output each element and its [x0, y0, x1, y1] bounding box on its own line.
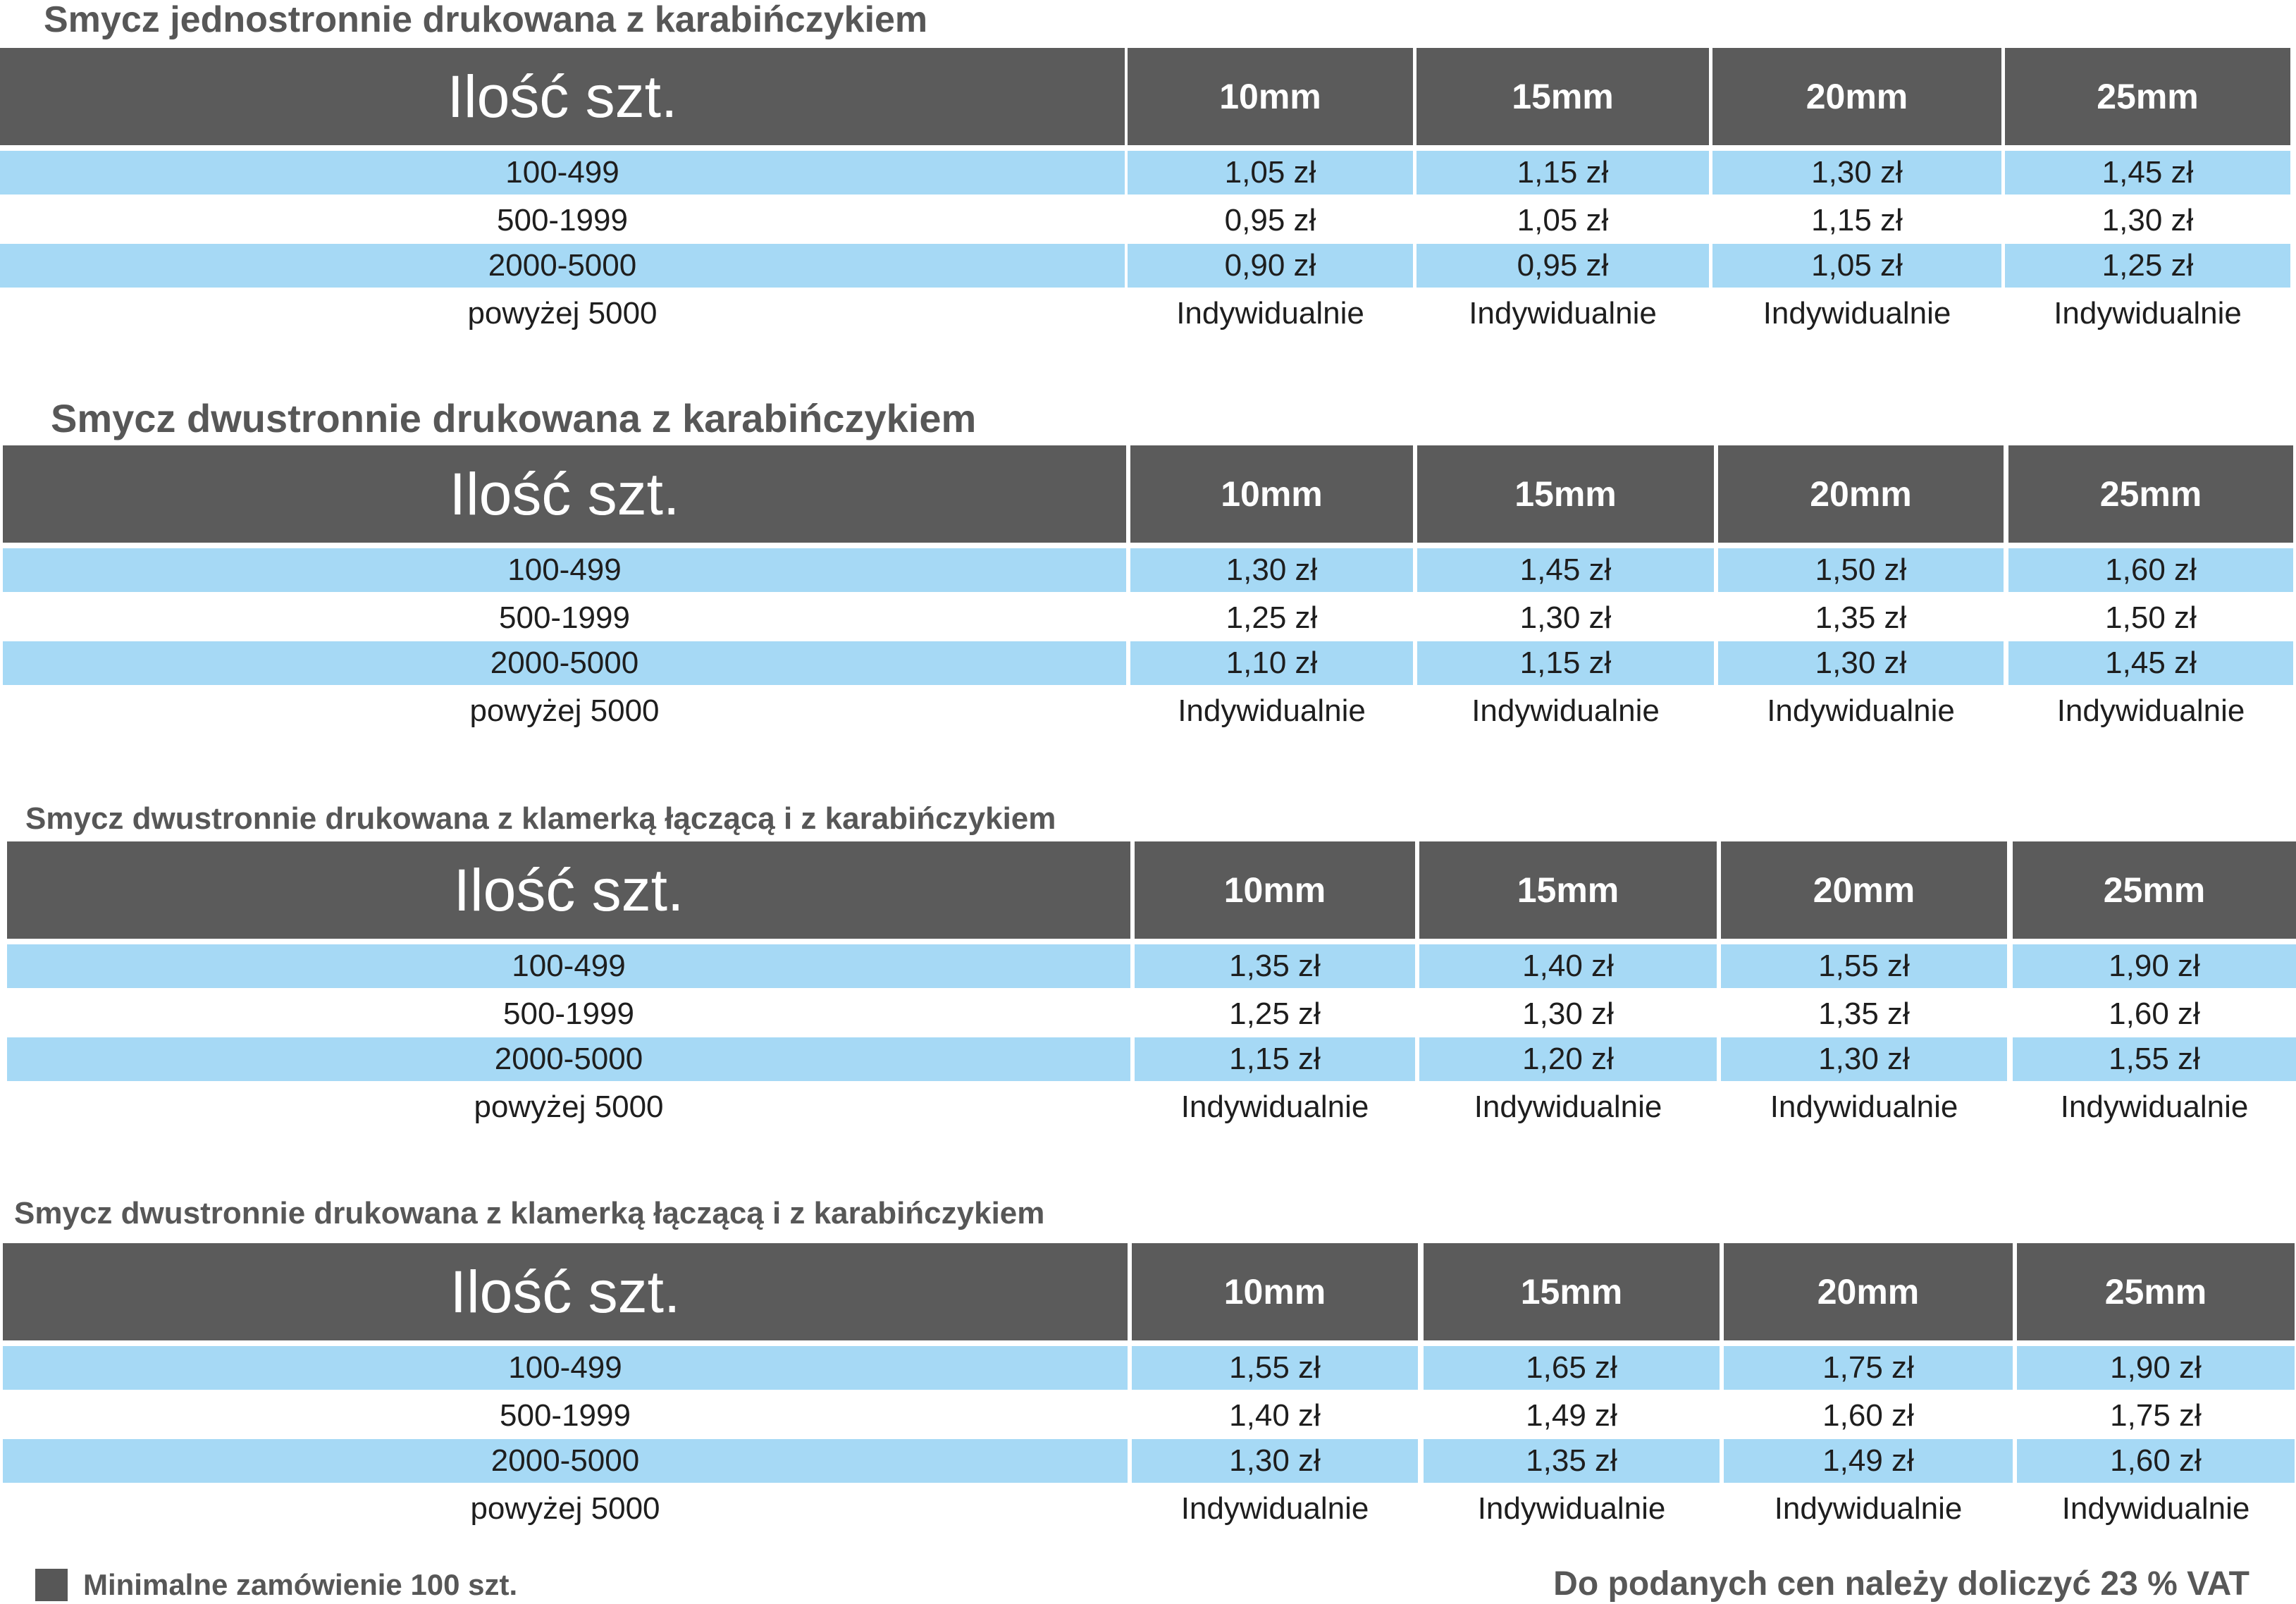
- qty-range-cell: powyżej 5000: [470, 1491, 660, 1526]
- price-cell-20mm: 1,30 zł: [1712, 151, 2001, 195]
- price-cell-20mm: 1,05 zł: [1712, 244, 2001, 288]
- price-cell-15mm: 1,15 zł: [1417, 641, 1714, 685]
- size-column-header-10mm: 10mm: [1132, 1243, 1418, 1340]
- price-cell-25mm: 1,45 zł: [2005, 151, 2290, 195]
- price-cell-10mm: Indywidualnie: [1180, 1491, 1369, 1526]
- qty-range-cell: powyżej 5000: [467, 296, 658, 331]
- price-cell-25mm: 1,30 zł: [2101, 203, 2194, 237]
- qty-range-cell: powyżej 5000: [474, 1090, 664, 1124]
- price-cell-10mm: 1,25 zł: [1229, 997, 1321, 1031]
- price-cell-10mm: 0,90 zł: [1128, 244, 1413, 288]
- price-cell-10mm: 0,95 zł: [1224, 203, 1316, 237]
- price-cell-15mm: 1,40 zł: [1419, 944, 1717, 988]
- price-cell-10mm: 1,05 zł: [1128, 151, 1413, 195]
- qty-range-cell: 100-499: [3, 548, 1126, 592]
- qty-range-cell: 2000-5000: [0, 244, 1125, 288]
- price-cell-20mm: Indywidualnie: [1763, 296, 1951, 331]
- price-cell-10mm: Indywidualnie: [1180, 1090, 1369, 1124]
- price-cell-20mm: Indywidualnie: [1770, 1090, 1958, 1124]
- price-cell-10mm: Indywidualnie: [1176, 296, 1364, 331]
- price-cell-15mm: 1,20 zł: [1419, 1037, 1717, 1081]
- vat-note: Do podanych cen należy doliczyć 23 % VAT: [1553, 1565, 2249, 1603]
- qty-column-header: Ilość szt.: [3, 1243, 1128, 1340]
- price-cell-25mm: Indywidualnie: [2054, 296, 2242, 331]
- price-cell-10mm: 1,40 zł: [1229, 1398, 1321, 1433]
- price-cell-20mm: 1,49 zł: [1724, 1439, 2013, 1483]
- price-cell-15mm: 1,49 zł: [1526, 1398, 1617, 1433]
- price-cell-15mm: 1,35 zł: [1424, 1439, 1720, 1483]
- price-cell-20mm: 1,30 zł: [1718, 641, 2004, 685]
- price-cell-15mm: 1,65 zł: [1424, 1346, 1720, 1390]
- size-column-header-25mm: 25mm: [2017, 1243, 2295, 1340]
- price-cell-25mm: 1,45 zł: [2008, 641, 2293, 685]
- size-column-header-15mm: 15mm: [1417, 48, 1709, 145]
- price-cell-10mm: 1,15 zł: [1135, 1037, 1415, 1081]
- qty-range-cell: 500-1999: [503, 997, 634, 1031]
- size-column-header-25mm: 25mm: [2005, 48, 2290, 145]
- qty-range-cell: 100-499: [7, 944, 1130, 988]
- price-cell-10mm: 1,35 zł: [1135, 944, 1415, 988]
- qty-column-header: Ilość szt.: [0, 48, 1125, 145]
- size-column-header-15mm: 15mm: [1419, 841, 1717, 939]
- qty-range-cell: 2000-5000: [3, 641, 1126, 685]
- price-cell-25mm: 1,90 zł: [2013, 944, 2296, 988]
- price-cell-10mm: 1,30 zł: [1130, 548, 1413, 592]
- qty-range-cell: 2000-5000: [7, 1037, 1130, 1081]
- price-cell-25mm: 1,25 zł: [2005, 244, 2290, 288]
- size-column-header-25mm: 25mm: [2013, 841, 2296, 939]
- price-cell-20mm: 1,35 zł: [1815, 600, 1907, 635]
- price-cell-25mm: 1,50 zł: [2105, 600, 2197, 635]
- price-cell-10mm: Indywidualnie: [1178, 693, 1366, 728]
- min-order-text: Minimalne zamówienie 100 szt.: [83, 1568, 518, 1601]
- price-cell-15mm: Indywidualnie: [1469, 296, 1657, 331]
- price-cell-15mm: 1,30 zł: [1522, 997, 1614, 1031]
- size-column-header-15mm: 15mm: [1417, 445, 1714, 543]
- size-column-header-25mm: 25mm: [2008, 445, 2293, 543]
- price-cell-20mm: 1,15 zł: [1811, 203, 1903, 237]
- price-cell-15mm: 1,05 zł: [1517, 203, 1609, 237]
- price-cell-10mm: 1,25 zł: [1226, 600, 1318, 635]
- price-cell-20mm: 1,60 zł: [1822, 1398, 1914, 1433]
- size-column-header-20mm: 20mm: [1721, 841, 2007, 939]
- size-column-header-10mm: 10mm: [1128, 48, 1413, 145]
- price-cell-10mm: 1,10 zł: [1130, 641, 1413, 685]
- table-title: Smycz dwustronnie drukowana z klamerką łączącą i z karabińczykiem: [25, 801, 1056, 836]
- qty-range-cell: 100-499: [0, 151, 1125, 195]
- price-cell-20mm: 1,30 zł: [1721, 1037, 2007, 1081]
- price-cell-15mm: 1,45 zł: [1417, 548, 1714, 592]
- size-column-header-20mm: 20mm: [1724, 1243, 2013, 1340]
- size-column-header-20mm: 20mm: [1712, 48, 2001, 145]
- price-cell-15mm: Indywidualnie: [1477, 1491, 1666, 1526]
- price-cell-25mm: Indywidualnie: [2060, 1090, 2249, 1124]
- price-cell-10mm: 1,30 zł: [1132, 1439, 1418, 1483]
- size-column-header-10mm: 10mm: [1135, 841, 1415, 939]
- price-cell-25mm: 1,60 zł: [2017, 1439, 2295, 1483]
- qty-column-header: Ilość szt.: [7, 841, 1130, 939]
- qty-range-cell: 2000-5000: [3, 1439, 1128, 1483]
- qty-column-header: Ilość szt.: [3, 445, 1126, 543]
- price-cell-15mm: Indywidualnie: [1471, 693, 1660, 728]
- size-column-header-20mm: 20mm: [1718, 445, 2004, 543]
- legend-square-icon: [35, 1569, 68, 1601]
- price-cell-15mm: Indywidualnie: [1474, 1090, 1662, 1124]
- min-order-legend: [35, 1569, 517, 1601]
- table-title: Smycz dwustronnie drukowana z klamerką łączącą i z karabińczykiem: [14, 1196, 1045, 1230]
- price-cell-20mm: Indywidualnie: [1774, 1491, 1963, 1526]
- qty-range-cell: powyżej 5000: [469, 693, 660, 728]
- price-cell-25mm: 1,55 zł: [2013, 1037, 2296, 1081]
- price-cell-20mm: 1,55 zł: [1721, 944, 2007, 988]
- table-title: Smycz jednostronnie drukowana z karabińczykiem: [44, 0, 928, 40]
- qty-range-cell: 500-1999: [500, 1398, 631, 1433]
- price-cell-25mm: 1,60 zł: [2008, 548, 2293, 592]
- qty-range-cell: 500-1999: [499, 600, 630, 635]
- qty-range-cell: 500-1999: [497, 203, 628, 237]
- size-column-header-15mm: 15mm: [1424, 1243, 1720, 1340]
- price-cell-25mm: Indywidualnie: [2056, 693, 2245, 728]
- price-cell-25mm: 1,75 zł: [2110, 1398, 2202, 1433]
- price-cell-25mm: 1,60 zł: [2109, 997, 2200, 1031]
- price-cell-10mm: 1,55 zł: [1132, 1346, 1418, 1390]
- table-title: Smycz dwustronnie drukowana z karabińczykiem: [51, 396, 977, 440]
- price-cell-20mm: Indywidualnie: [1767, 693, 1955, 728]
- qty-range-cell: 100-499: [3, 1346, 1128, 1390]
- price-cell-25mm: Indywidualnie: [2061, 1491, 2250, 1526]
- price-cell-15mm: 0,95 zł: [1417, 244, 1709, 288]
- price-cell-15mm: 1,30 zł: [1519, 600, 1612, 635]
- price-cell-20mm: 1,75 zł: [1724, 1346, 2013, 1390]
- size-column-header-10mm: 10mm: [1130, 445, 1413, 543]
- price-cell-25mm: 1,90 zł: [2017, 1346, 2295, 1390]
- price-cell-20mm: 1,35 zł: [1818, 997, 1910, 1031]
- price-cell-15mm: 1,15 zł: [1417, 151, 1709, 195]
- price-cell-20mm: 1,50 zł: [1718, 548, 2004, 592]
